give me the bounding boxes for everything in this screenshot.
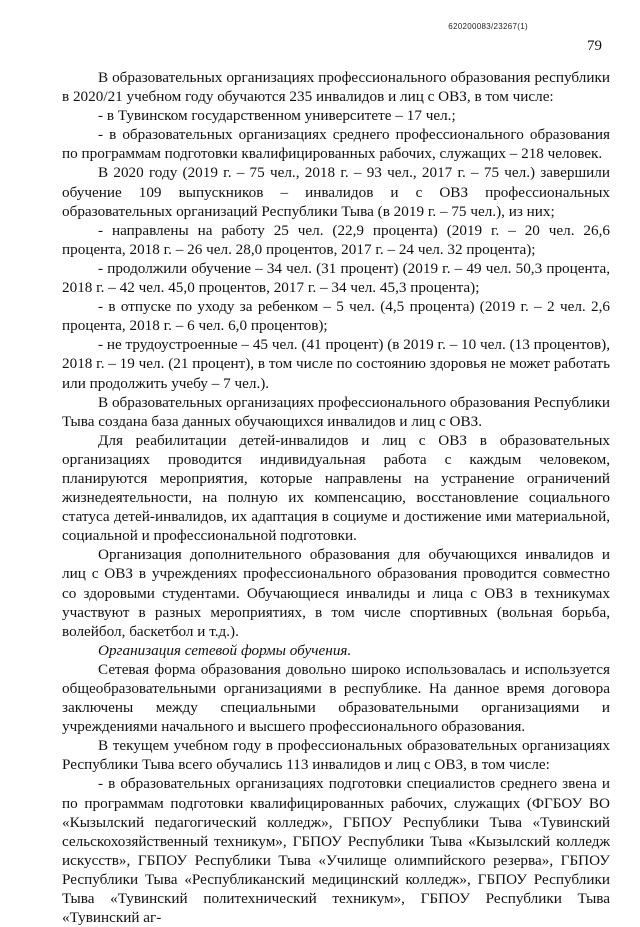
list-item: - продолжили обучение – 34 чел. (31 процент) (2019 г. – 49 чел. 50,3 процента, 2018 г. – 42 чел. 45,0 процентов, 2017 г. – 34 чел. 45,3 процента); [62,259,610,297]
list-item: - в образовательных организациях подготовки специалистов среднего звена и по программам подготовки квалифицированных рабочих, служащих (ФГБОУ ВО «Кызылский педагогический колледж», ГБПОУ Республики Тыва «Тувинский сельскохозяйственный техникум», ГБПОУ Республики Тыва «Кызылский колледж искусств», ГБПОУ Республики Тыва «Училище олимпийского резерва», ГБПОУ Республики Тыва «Республиканский медицинский колледж», ГБПОУ Республики Тыва «Тувинский политехнический техникум», ГБПОУ Республики Тыва «Тувинский аг- [62,775,610,927]
paragraph: В образовательных организациях профессионального образования республики в 2020/21 учебном году обучаются 235 инвалидов и лиц с ОВЗ, в том числе: [62,69,610,106]
paragraph: В текущем учебном году в профессиональных образовательных организациях Республики Тыва всего обучались 113 инвалидов и лиц с ОВЗ, в том числе: [62,737,610,774]
list-item: - в Тувинском государственном университете – 17 чел.; [98,107,456,125]
document-id: 620200083/23267(1) [448,22,528,31]
list-item: - в отпуске по уходу за ребенком – 5 чел. (4,5 процента) (2019 г. – 2 чел. 2,6 процента, 2018 г. – 6 чел. 6,0 процентов); [62,298,610,335]
list-item: - в образовательных организациях среднего профессионального образования по программам подготовки квалифицированных рабочих, служащих – 218 человек. [62,126,610,163]
list-item: - направлены на работу 25 чел. (22,9 процента) (2019 г. – 20 чел. 26,6 процента, 2018 г. – 26 чел. 28,0 процентов, 2017 г. – 24 чел. 32 процента); [62,221,610,258]
section-subheading: Организация сетевой формы обучения. [98,641,352,659]
paragraph: В образовательных организациях профессионального образования Республики Тыва создана база данных обучающихся инвалидов и лиц с ОВЗ. [62,393,610,430]
paragraph: Сетевая форма образования довольно широко использовалась и используется общеобразовательными организациями в республике. На данное время договора заключены между специальными образовательными организациями и учреждениями начального и высшего профессионального образования. [62,660,610,736]
body-text [62,68,610,927]
paragraph: В 2020 году (2019 г. – 75 чел., 2018 г. – 93 чел., 2017 г. – 75 чел.) завершили обучение 109 выпускников – инвалидов и с ОВЗ профессиональных образовательных организаций Республики Тыва (в 2019 г. – 75 чел.), из них; [62,164,610,220]
list-item: - не трудоустроенные – 45 чел. (41 процент) (в 2019 г. – 10 чел. (13 процентов), 2018 г. – 19 чел. (21 процент), в том числе по состоянию здоровья не может работать или продолжить учебу – 7 чел.). [62,336,610,392]
page-number: 79 [587,38,602,54]
paragraph: Организация дополнительного образования для обучающихся инвалидов и лиц с ОВЗ в учреждениях профессионального образования проводится совместно со здоровыми студентами. Обучающиеся инвалиды и лица с ОВЗ в техникумах участвуют в разных мероприятиях, в том числе спортивных (вольная борьба, волейбол, баскетбол и т.д.). [62,546,610,640]
paragraph: Для реабилитации детей-инвалидов и лиц с ОВЗ в образовательных организациях проводится индивидуальная работа с каждым человеком, планируются мероприятия, которые направлены на устранение ограничений жизнедеятельности, на полную их компенсацию, восстановление социального статуса детей-инвалидов, их адаптация в социуме и достижение ими материальной, социальной и профессиональной подготовки. [62,431,610,545]
